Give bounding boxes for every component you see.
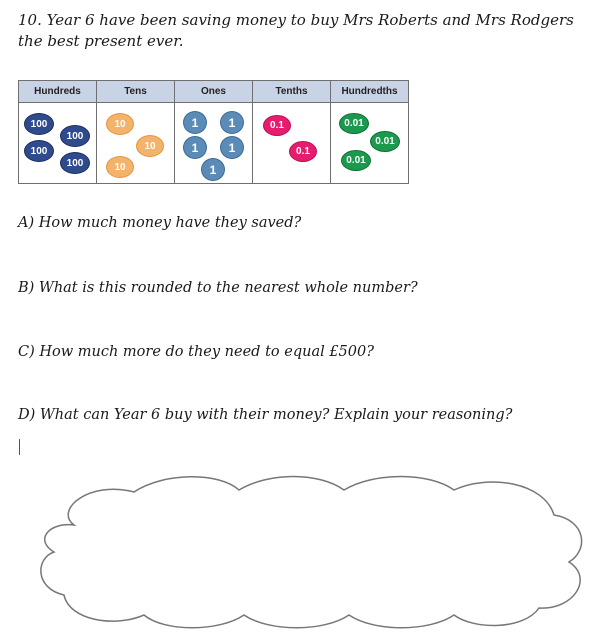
question-c: C) How much more do they need to equal £500? (18, 344, 375, 360)
counter-tenth: 0.1 (263, 115, 291, 136)
cell-tens (97, 103, 175, 184)
counter-tenth: 0.1 (289, 141, 317, 162)
counter-hundred: 100 (60, 125, 90, 147)
counter-ten: 10 (106, 113, 134, 135)
header-hundredths: Hundredths (331, 81, 409, 103)
text-cursor (19, 439, 20, 455)
counter-one: 1 (201, 158, 225, 181)
counter-hundredth: 0.01 (339, 113, 369, 134)
question-a: A) How much money have they saved? (18, 215, 302, 231)
answer-cloud-box[interactable] (34, 470, 586, 630)
cell-ones (175, 103, 253, 184)
place-value-table (18, 80, 409, 184)
counter-hundredth: 0.01 (370, 131, 400, 152)
counter-one: 1 (220, 111, 244, 134)
counter-hundred: 100 (60, 152, 90, 174)
question-title: 10. Year 6 have been saving money to buy Mrs Roberts and Mrs Rodgers the best present ever. (18, 11, 574, 50)
cell-hundreds (19, 103, 97, 184)
counter-hundred: 100 (24, 140, 54, 162)
counter-ten: 10 (136, 135, 164, 157)
counter-one: 1 (183, 136, 207, 159)
question-b: B) What is this rounded to the nearest whole number? (18, 280, 418, 296)
header-tens: Tens (97, 81, 175, 103)
counter-ten: 10 (106, 156, 134, 178)
cell-tenths (253, 103, 331, 184)
counter-one: 1 (220, 136, 244, 159)
header-hundreds: Hundreds (19, 81, 97, 103)
counter-hundred: 100 (24, 113, 54, 135)
header-tenths: Tenths (253, 81, 331, 103)
counter-one: 1 (183, 111, 207, 134)
cell-hundredths (331, 103, 409, 184)
question-d: D) What can Year 6 buy with their money? Explain your reasoning? (18, 407, 513, 423)
header-ones: Ones (175, 81, 253, 103)
counter-hundredth: 0.01 (341, 150, 371, 171)
